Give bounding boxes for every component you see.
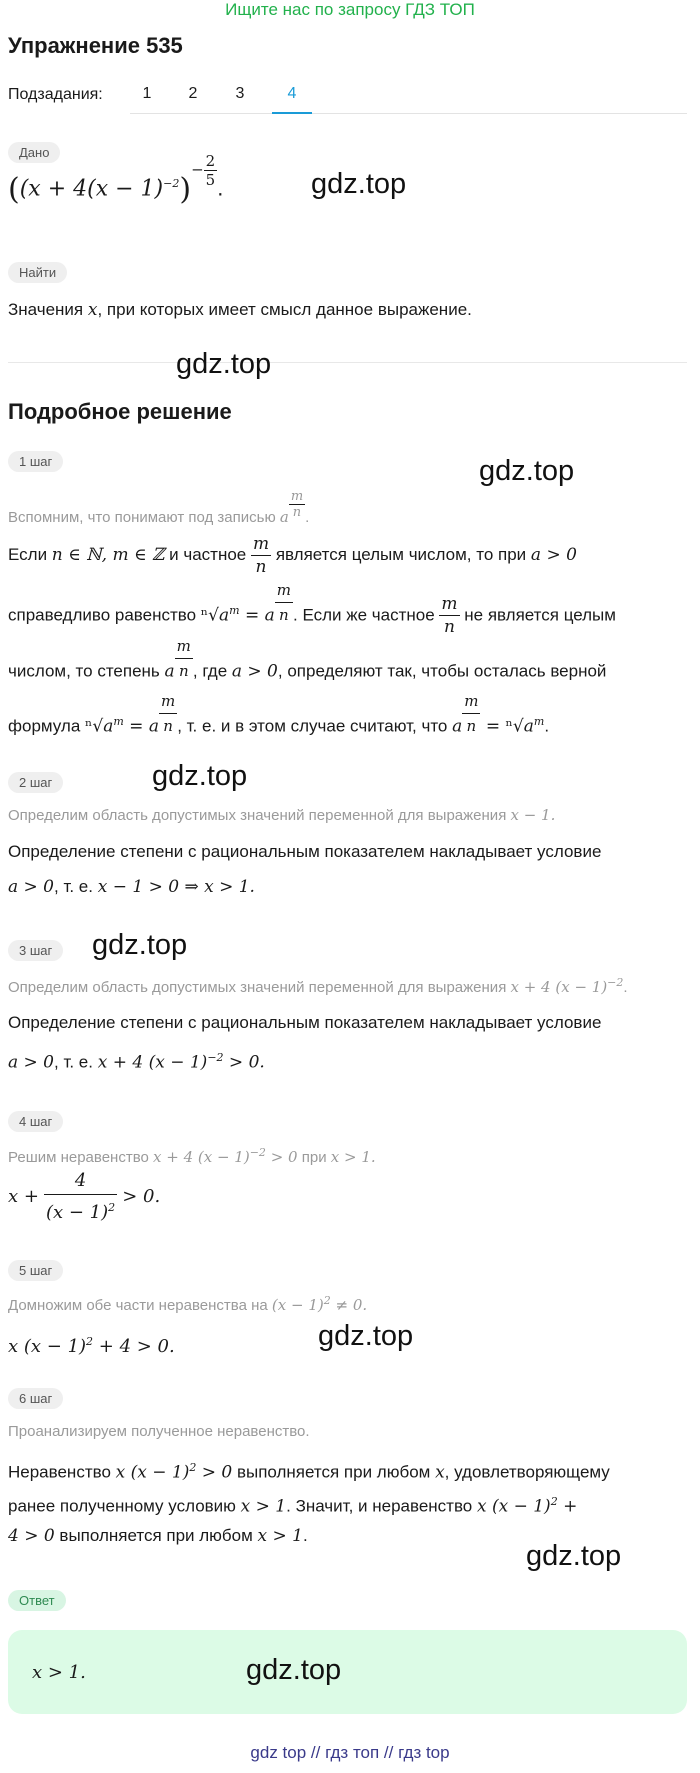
step-1-line-1: Если n ∈ ℕ, m ∈ ℤ и частное $\frac{m}{n}$ является целым числом, то при a > 0 <box>8 534 577 577</box>
solution-title: Подробное решение <box>8 399 232 424</box>
watermark: gdz.top <box>176 348 272 380</box>
step-6-line-2: ранее полученному условию x > 1. Значит, и неравенство x $(x - 1)^2$ + <box>8 1495 578 1517</box>
step-3-badge: 3 шаг <box>8 940 63 961</box>
step-1-line-3: числом, то степень a $\frac{m}{n}$ , где a > 0, определяют так, чтобы осталась верной <box>8 637 607 682</box>
step-2-text: Определение степени с рациональным показателем накладывает условие <box>8 842 602 861</box>
watermark: gdz.top <box>318 1320 414 1352</box>
step-4-inequality: x + $\frac{4}{(x - 1)^2}$ > 0. <box>8 1168 160 1226</box>
watermark: gdz.top <box>311 168 407 200</box>
section-divider <box>8 362 687 363</box>
watermark: gdz.top <box>526 1540 622 1572</box>
step-2-hint: Определим область допустимых значений переменной для выражения x − 1. <box>8 806 556 824</box>
tab-1[interactable]: 1 <box>142 85 152 102</box>
step-5-inequality: x $(x - 1)^2 + 4 > 0$. <box>8 1335 175 1357</box>
step-5-hint: Домножим обе части неравенства на $(x - 1)^2 \ne 0$. <box>8 1294 368 1314</box>
step-1-line-4: формула $^n√a^m = a$ $\frac{m}{n}$ , т. е. и в этом случае считают, что a $\frac{m}{n}$ = $^n√a^m$. <box>8 692 550 737</box>
answer-box <box>8 1630 687 1714</box>
given-expression: ($(x + 4(x - 1)^{-2})-$ $\frac{2}{5}$ . <box>8 152 224 207</box>
watermark: gdz.top <box>246 1654 342 1686</box>
find-text: Значения x, при которых имеет смысл данное выражение. <box>8 300 472 320</box>
footer-links[interactable]: gdz top // гдз топ // гдз top <box>250 1743 450 1762</box>
page-title: Упражнение 535 <box>8 33 183 58</box>
tab-2[interactable]: 2 <box>188 85 198 102</box>
watermark: gdz.top <box>152 760 248 792</box>
step-6-line-3: 4 > 0 выполняется при любом x > 1. <box>8 1526 308 1546</box>
answer-value: x > 1. <box>32 1662 86 1683</box>
tab-3[interactable]: 3 <box>235 85 245 102</box>
tabs-divider <box>130 113 687 114</box>
step-1-badge: 1 шаг <box>8 451 63 472</box>
step-4-badge: 4 шаг <box>8 1111 63 1132</box>
watermark: gdz.top <box>92 929 188 961</box>
step-2-badge: 2 шаг <box>8 772 63 793</box>
answer-badge: Ответ <box>8 1590 66 1611</box>
step-4-hint: Решим неравенство x + 4 $(x - 1)^{-2} > 0$ при x > 1. <box>8 1146 376 1166</box>
step-3-hint: Определим область допустимых значений переменной для выражения x + 4 $(x - 1)^{-2}$. <box>8 976 628 996</box>
step-2-condition: a > 0, т. е. x − 1 > 0 ⇒ x > 1. <box>8 877 255 897</box>
step-6-badge: 6 шаг <box>8 1388 63 1409</box>
search-banner: Ищите нас по запросу ГДЗ ТОП <box>225 0 475 19</box>
active-tab-indicator <box>272 112 312 114</box>
step-5-badge: 5 шаг <box>8 1260 63 1281</box>
step-3-text: Определение степени с рациональным показателем накладывает условие <box>8 1013 602 1032</box>
step-1-hint: Вспомним, что понимают под записью a $\frac{m}{n}$ . <box>8 489 310 526</box>
subtasks-label: Подзадания: <box>8 86 103 103</box>
step-3-condition: a > 0, т. е. x + 4 $(x - 1)^{-2} > 0$. <box>8 1051 265 1073</box>
step-1-line-2: справедливо равенство $^n√a^m = a$ $\frac{m}{n}$ . Если же частное $\frac{m}{n}$ не является целым <box>8 581 616 638</box>
watermark: gdz.top <box>479 455 575 487</box>
tab-4[interactable]: 4 <box>287 85 297 102</box>
step-6-hint: Проанализируем полученное неравенство. <box>8 1423 310 1440</box>
step-6-line-1: Неравенство x $(x - 1)^2 > 0$ выполняется при любом x, удовлетворяющему <box>8 1461 610 1483</box>
given-badge: Дано <box>8 142 60 163</box>
find-badge: Найти <box>8 262 67 283</box>
